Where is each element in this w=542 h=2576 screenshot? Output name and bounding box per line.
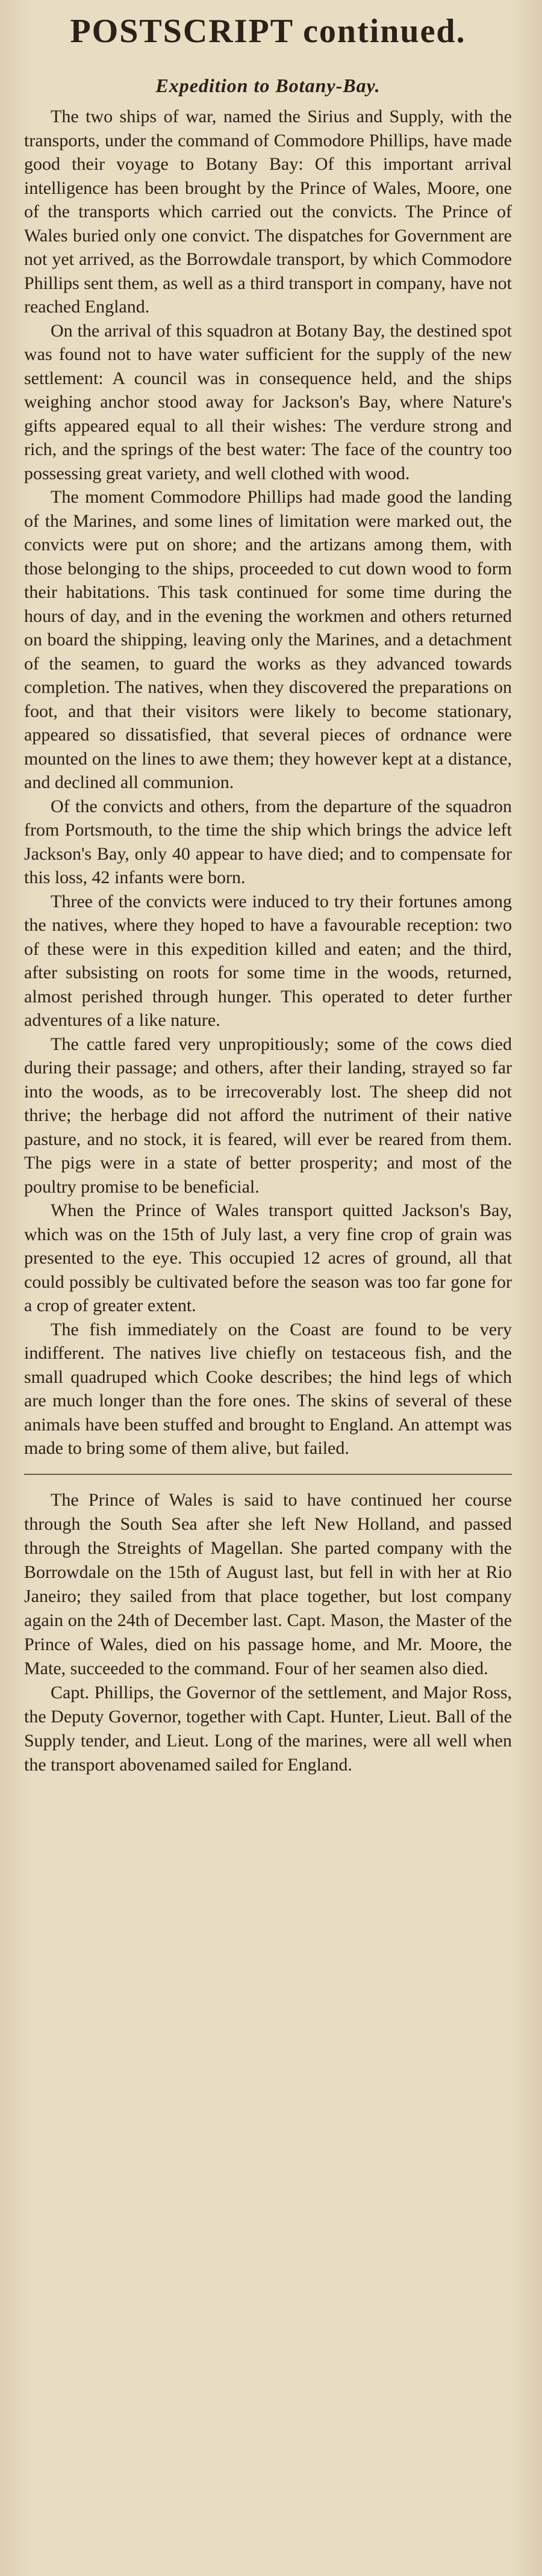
article-paragraph: The two ships of war, named the Sirius and Supply, with the transports, under the command of Commodore Phillips, have made good their voyage to Botany Bay: Of this important arrival intelligence has been brought by the Prince of Wales, Moore, one of the transports which carried out the convicts. The Prince of Wales buried only one convict. The dispatches for Government are not yet arrived, as the Borrowdale transport, by which Commodore Phillips sent them, as well as a third transport in company, have not reached England. — [24, 107, 512, 317]
article-heading: Expedition to Botany-Bay. — [155, 75, 381, 96]
page-title: POSTSCRIPT continued. — [70, 13, 466, 50]
article-paragraph: The Prince of Wales is said to have continued her course through the South Sea after she left New Holland, and passed through the Streights of Magellan. She parted company with the Borrowdale on the 15th of August last, but fell in with her at Rio Janeiro; they sailed from that place together, but lost company again on the 24th of December last. Capt. Mason, the Master of the Prince of Wales, died on his passage home, and Mr. Moore, the Mate, succeeded to the command. Four of her seamen also died. — [24, 1489, 512, 1678]
article-paragraph: When the Prince of Wales transport quitted Jackson's Bay, which was on the 15th of July last, a very fine crop of grain was presented to the eye. This occupied 12 acres of ground, all that could possibly be cultivated before the season was too far gone for a crop of greater extent. — [24, 1200, 512, 1315]
article-expedition-botany-bay — [24, 73, 512, 1460]
column-divider — [24, 1474, 512, 1475]
article-paragraph: Three of the convicts were induced to try their fortunes among the natives, where they hoped to have a favourable reception: two of these were in this expedition killed and eaten; and the third, after subsisting on roots for some time in the woods, returned, almost perished through hunger. This operated to deter further adventures of a like nature. — [24, 891, 512, 1030]
article-paragraph: Capt. Phillips, the Governor of the settlement, and Major Ross, the Deputy Governor, together with Capt. Hunter, Lieut. Ball of the Supply tender, and Lieut. Long of the marines, were all well when the transport abovenamed sailed for England. — [24, 1682, 512, 1775]
article-paragraph: Of the convicts and others, from the departure of the squadron from Portsmouth, to the time the ship which brings the advice left Jackson's Bay, only 40 appear to have died; and to compensate for this loss, 42 infants were born. — [24, 796, 512, 887]
article-paragraph: The moment Commodore Phillips had made good the landing of the Marines, and some lines of limitation were marked out, the convicts were put on shore; and the artizans among them, with those belonging to the ships, proceeded to cut down wood to form their habitations. This task continued for some time during the hours of day, and in the evening the workmen and others returned on board the shipping, leaving only the Marines, and a detachment of the seamen, to guard the works as they advanced towards completion. The natives, when they discovered the preparations on foot, and that their visitors were likely to become stationary, appeared so dissatisfied, that several pieces of ordnance were mounted on the lines to awe them; they however kept at a distance, and declined all communion. — [24, 487, 512, 792]
article-paragraph: The fish immediately on the Coast are found to be very indifferent. The natives live chiefly on testaceous fish, and the small quadruped which Cooke describes; the hind legs of which are much longer than the fore ones. The skins of several of these animals have been stuffed and brought to England. An attempt was made to bring some of them alive, but failed. — [24, 1319, 512, 1458]
article-prince-of-wales — [24, 1488, 512, 1777]
article-paragraph: The cattle fared very unpropitiously; some of the cows died during their passage; and others, after their landing, strayed so far into the woods, as to be irrecoverably lost. The sheep did not thrive; the herbage did not afford the nutriment of their native pasture, and no stock, it is feared, will ever be reared from them. The pigs were in a state of better prosperity; and most of the poultry promise to be beneficial. — [24, 1034, 512, 1197]
article-paragraph: On the arrival of this squadron at Botany Bay, the destined spot was found not to have water sufficient for the supply of the new settlement: A council was in consequence held, and the ships weighing anchor stood away for Jackson's Bay, where Nature's gifts appeared equal to all their wishes: The verdure strong and rich, and the springs of the best water: The face of the country too possessing great variety, and well clothed with wood. — [24, 320, 512, 483]
